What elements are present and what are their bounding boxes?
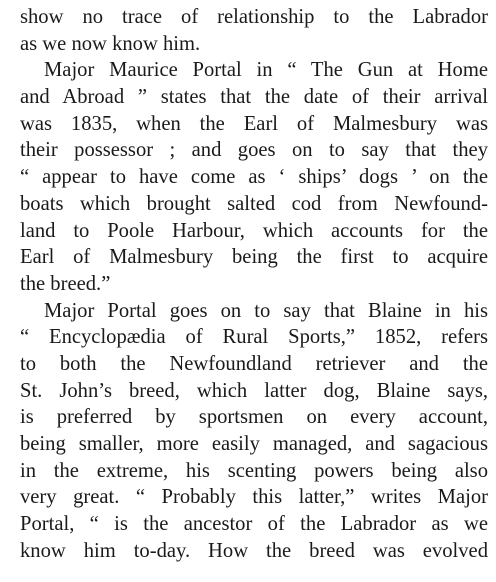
text-line: St. John’s breed, which latter dog, Blaine says, [20, 379, 488, 402]
text-line: “ Encyclopædia of Rural Sports,” 1852, refers [20, 326, 488, 349]
text-line: Major Portal goes on to say that Blaine in his [44, 299, 488, 322]
text-line: boats which brought salted cod from Newfound- [20, 192, 488, 215]
text-line: land to Poole Harbour, which accounts for the [20, 219, 488, 242]
text-line: “ appear to have come as ‘ ships’ dogs ’ on the [20, 166, 488, 189]
text-line: show no trace of relationship to the Labrador [20, 6, 488, 28]
text-line: as we now know him. [20, 32, 201, 55]
text-line: is preferred by sportsmen on every account, [20, 406, 488, 429]
paragraph-blaine [20, 298, 488, 565]
text-line: very great. “ Probably this latter,” writes Major [20, 486, 488, 509]
text-line: Major Maurice Portal in “ The Gun at Home [44, 59, 488, 82]
text-line: to both the Newfoundland retriever and the [20, 352, 488, 375]
paragraph-portal-arrival [20, 57, 488, 297]
text-line: and Abroad ” states that the date of their arrival [20, 86, 488, 109]
text-line: in the extreme, his scenting powers being also [20, 459, 488, 482]
text-line: know him to-day. How the breed was evolved [20, 539, 488, 562]
book-page-text [20, 4, 488, 564]
paragraph-continued [20, 4, 488, 57]
text-line: was 1835, when the Earl of Malmesbury was [20, 112, 488, 135]
text-line: being smaller, more easily managed, and sagacious [20, 433, 488, 455]
text-line: the breed.” [20, 272, 111, 295]
text-line: Earl of Malmesbury being the first to acquire [20, 246, 488, 269]
text-line: their possessor ; and goes on to say that they [20, 139, 488, 162]
text-line: Portal, “ is the ancestor of the Labrador as we [20, 513, 488, 536]
